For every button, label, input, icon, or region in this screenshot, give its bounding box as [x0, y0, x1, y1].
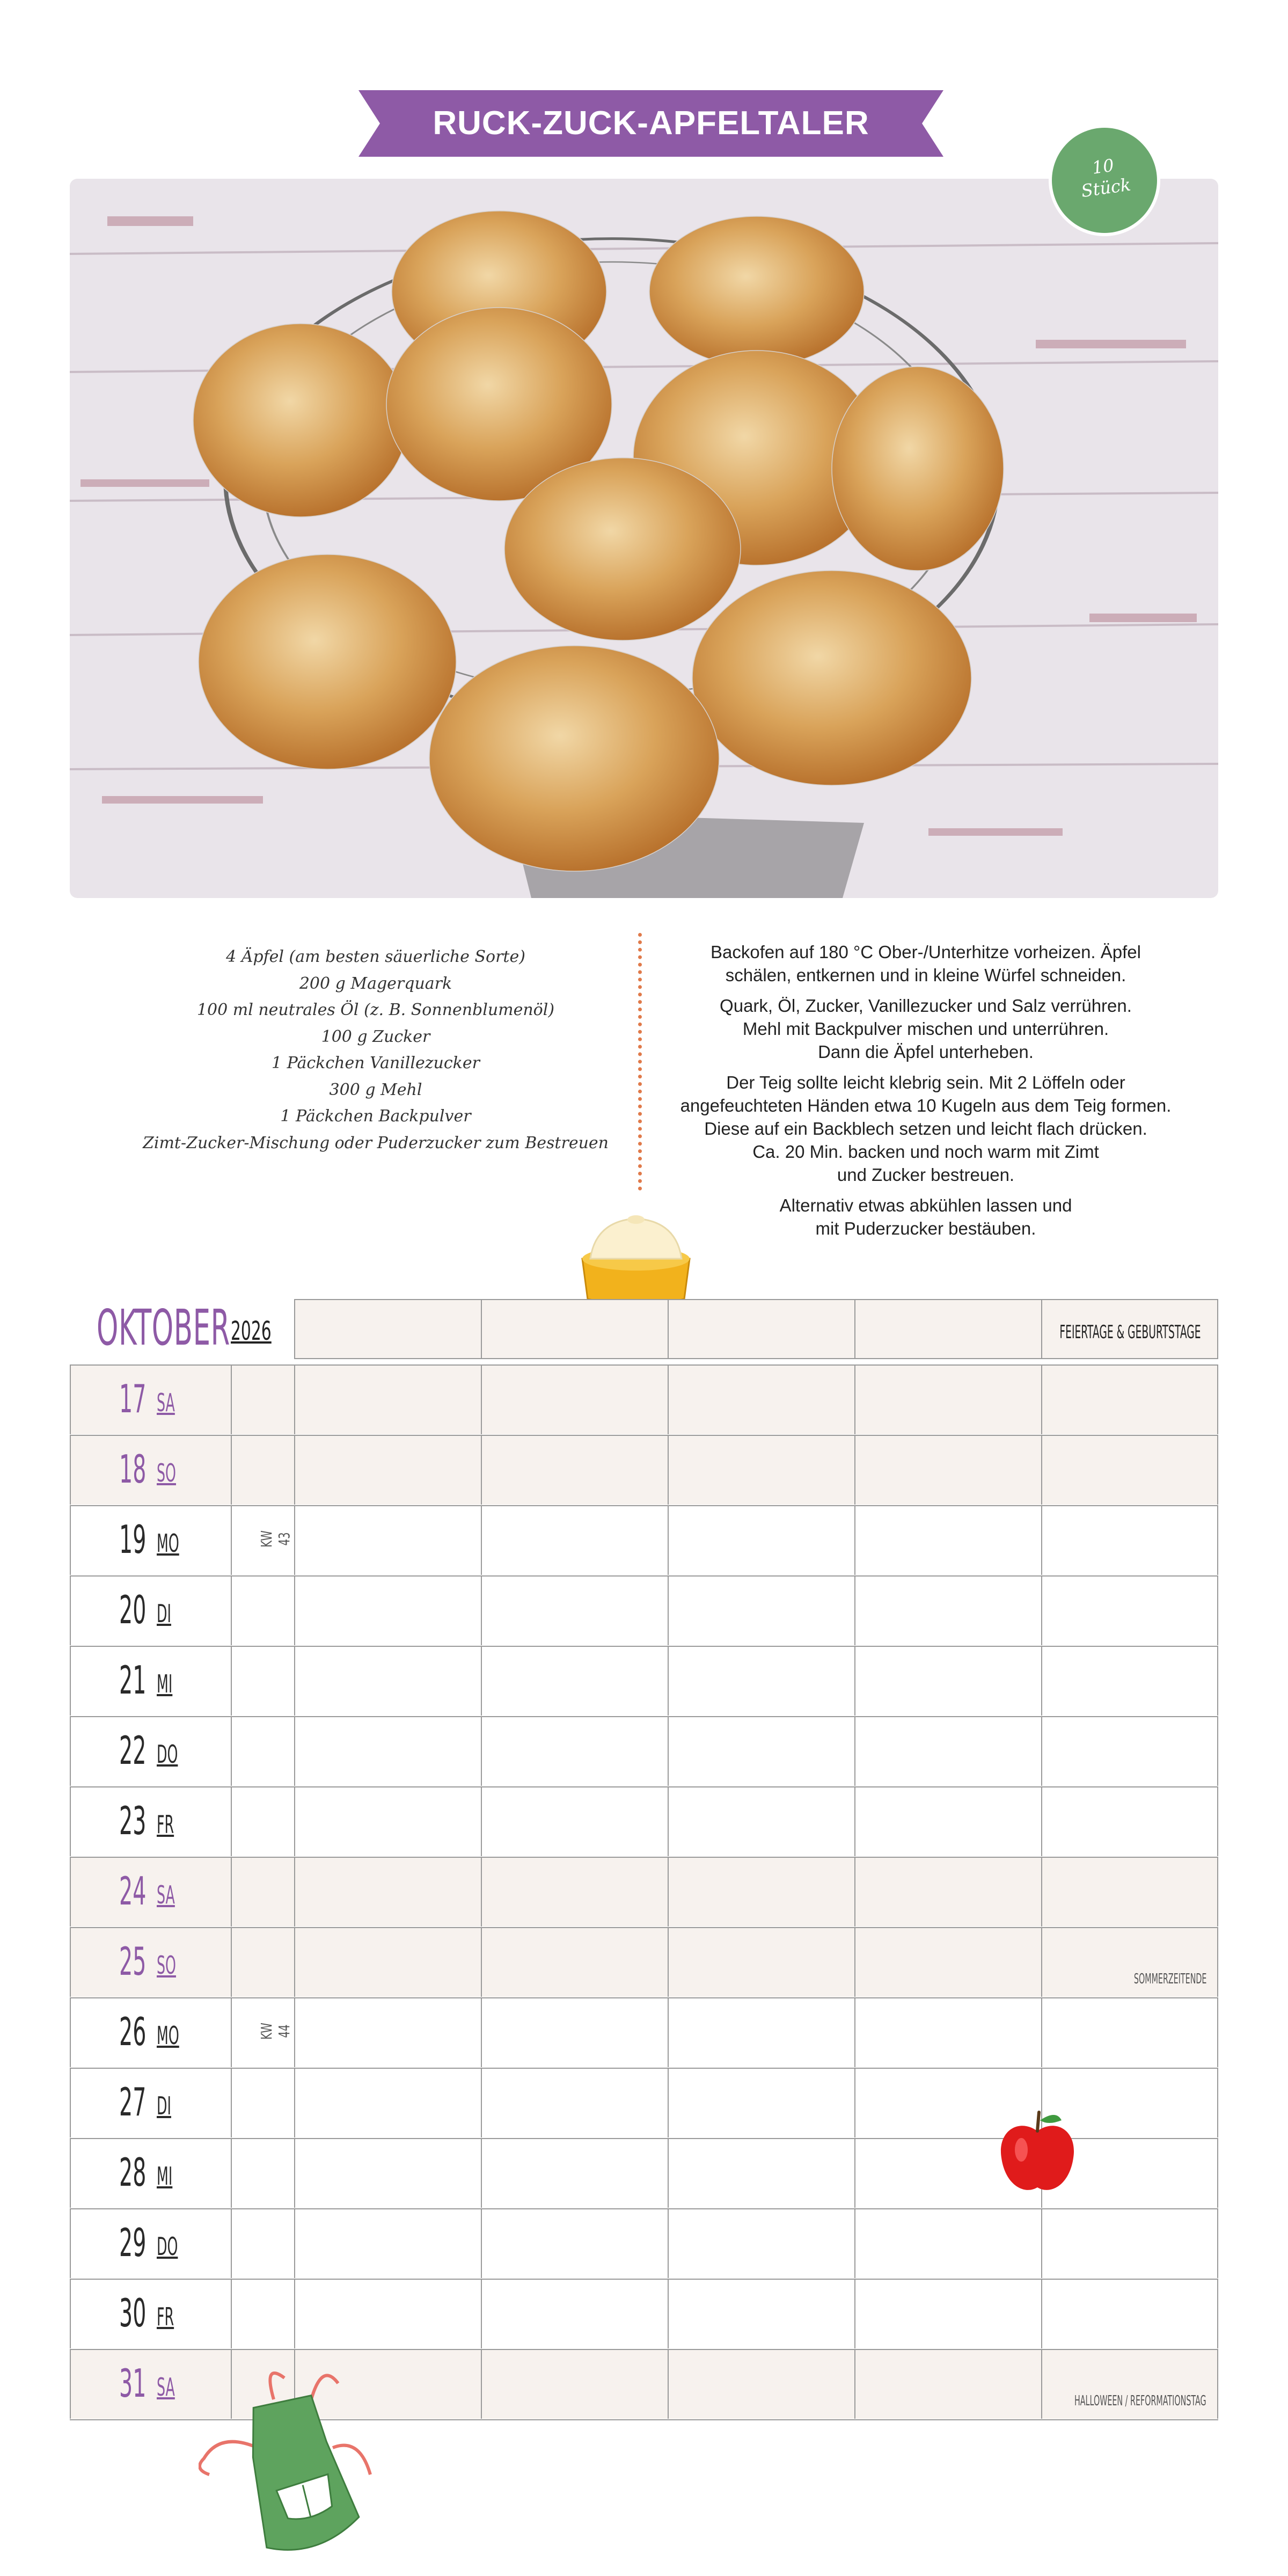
- grid-line: [70, 2349, 1218, 2350]
- step-line: Alternativ etwas abkühlen lassen und: [779, 1195, 1072, 1215]
- grid-line: [481, 2068, 482, 2137]
- grid-line: [668, 1575, 669, 1645]
- grid-line: [481, 1857, 482, 1926]
- weekday-label: DI: [157, 2091, 171, 2120]
- grid-line: [668, 2068, 669, 2137]
- grid-line: [231, 2208, 232, 2278]
- grid-line: [70, 1435, 71, 1505]
- weekday-label: SO: [157, 1951, 176, 1980]
- grid-line: [481, 1716, 482, 1786]
- grid-line: [481, 1927, 482, 1997]
- grid-line: [70, 1505, 1218, 1506]
- ingredient-item: 100 g Zucker: [321, 1027, 430, 1046]
- day-number: 26: [119, 2009, 147, 2054]
- grid-line: [854, 1646, 855, 1716]
- recipe-photo: [70, 179, 1218, 898]
- grid-line: [70, 1435, 1218, 1436]
- grid-line: [481, 1997, 482, 2067]
- weekday-label: MI: [157, 2162, 173, 2191]
- grid-line: [231, 1575, 232, 1645]
- grid-line: [854, 1435, 855, 1505]
- holidays-header: FEIERTAGE & GEBURTSTAGE: [1059, 1322, 1201, 1343]
- calendar-year: 2026: [231, 1316, 272, 1346]
- day-number: 17: [119, 1376, 147, 1421]
- grid-line: [481, 1575, 482, 1645]
- header-cell: [481, 1299, 669, 1359]
- grid-line: [481, 1364, 482, 1434]
- weekday-label: DI: [157, 1599, 171, 1628]
- day-number: 28: [119, 2150, 147, 2195]
- grid-line: [1041, 1857, 1042, 1926]
- grid-line: [70, 2068, 1218, 2069]
- day-row: [70, 1435, 1218, 1505]
- grid-line: [70, 1575, 71, 1645]
- day-number: 25: [119, 1939, 147, 1984]
- weekday-label: SA: [157, 2373, 175, 2402]
- grid-line: [1217, 2279, 1218, 2348]
- grid-line: [294, 2138, 295, 2208]
- day-number: 21: [119, 1658, 147, 1703]
- grid-line: [70, 2349, 71, 2419]
- day-row: [70, 2208, 1218, 2278]
- day-number: 29: [119, 2220, 147, 2265]
- grid-line: [1217, 1997, 1218, 2067]
- grid-line: [70, 1786, 71, 1856]
- week-number: KW 44: [258, 2023, 293, 2040]
- grid-line: [1041, 1997, 1042, 2067]
- recipe-title-banner: [358, 86, 943, 161]
- grid-line: [668, 1927, 669, 1997]
- grid-line: [668, 1786, 669, 1856]
- holidays-header-cell: [1041, 1299, 1218, 1359]
- recipe-title: RUCK-ZUCK-APFELTALER: [433, 105, 869, 142]
- grid-line: [70, 2208, 1218, 2209]
- grid-line: [1217, 2349, 1218, 2419]
- grid-line: [70, 2279, 1218, 2280]
- step-line: Quark, Öl, Zucker, Vanillezucker und Salz verrühren.: [720, 996, 1132, 1016]
- grid-line: [231, 2068, 232, 2137]
- grid-line: [70, 2208, 71, 2278]
- cake-icon: [574, 1208, 698, 1310]
- grid-line: [70, 1575, 1218, 1577]
- grid-line: [70, 1716, 1218, 1717]
- step-line: Ca. 20 Min. backen und noch warm mit Zimt: [752, 1142, 1099, 1162]
- step-line: Mehl mit Backpulver mischen und unterrühren.: [742, 1019, 1109, 1039]
- grid-line: [294, 1786, 295, 1856]
- grid-line: [1217, 1435, 1218, 1505]
- grid-line: [854, 1857, 855, 1926]
- grid-line: [294, 1927, 295, 1997]
- ingredient-item: 1 Päckchen Vanillezucker: [272, 1054, 480, 1072]
- grid-line: [668, 1646, 669, 1716]
- week-number: KW 43: [258, 1530, 293, 1548]
- grid-line: [1217, 1716, 1218, 1786]
- grid-line: [668, 1716, 669, 1786]
- weekday-label: SA: [157, 1388, 175, 1417]
- step-line: Der Teig sollte leicht klebrig sein. Mit 2 Löffeln oder: [726, 1072, 1125, 1092]
- grid-line: [1041, 1716, 1042, 1786]
- grid-line: [1041, 2279, 1042, 2348]
- grid-line: [1217, 1575, 1218, 1645]
- step-paragraph: [633, 1071, 1218, 1186]
- grid-line: [481, 1786, 482, 1856]
- grid-line: [294, 1364, 295, 1434]
- day-number: 23: [119, 1798, 147, 1843]
- step-line: Dann die Äpfel unterheben.: [818, 1042, 1034, 1062]
- grid-line: [1217, 2208, 1218, 2278]
- weekday-label: MO: [157, 1529, 179, 1558]
- day-row: [70, 1857, 1218, 1926]
- grid-line: [70, 1646, 1218, 1647]
- grid-line: [668, 1435, 669, 1505]
- grid-line: [1217, 2138, 1218, 2208]
- grid-line: [294, 1646, 295, 1716]
- grid-line: [231, 2138, 232, 2208]
- grid-line: [1217, 1857, 1218, 1926]
- grid-line: [294, 2279, 295, 2348]
- grid-line: [1217, 2068, 1218, 2137]
- grid-line: [854, 2279, 855, 2348]
- day-row: [70, 1786, 1218, 1856]
- grid-line: [1217, 1505, 1218, 1575]
- grid-line: [854, 1927, 855, 1997]
- grid-line: [668, 2349, 669, 2419]
- ingredient-item: 200 g Magerquark: [299, 974, 452, 993]
- grid-line: [70, 1505, 71, 1575]
- grid-line: [70, 2068, 71, 2137]
- grid-line: [294, 2068, 295, 2137]
- weekday-label: DO: [157, 2232, 178, 2261]
- calendar-grid: [70, 1299, 1218, 2421]
- grid-line: [70, 1364, 71, 1434]
- grid-line: [481, 1646, 482, 1716]
- day-row: [70, 1575, 1218, 1645]
- step-paragraph: [633, 1194, 1218, 1240]
- day-row: [70, 1646, 1218, 1716]
- grid-line: [854, 1786, 855, 1856]
- grid-line: [231, 1857, 232, 1926]
- ingredient-item: Zimt-Zucker-Mischung oder Puderzucker zum Bestreuen: [143, 1133, 609, 1152]
- grid-line: [1217, 1646, 1218, 1716]
- grid-line: [70, 1997, 71, 2067]
- grid-line: [1041, 1575, 1042, 1645]
- holiday-note: SOMMERZEITENDE: [1133, 1971, 1206, 1987]
- grid-line: [70, 1927, 1218, 1928]
- apple-cakes-image: [70, 179, 1218, 898]
- step-line: Diese auf ein Backblech setzen und leicht flach drücken.: [704, 1119, 1147, 1139]
- calendar-month: OKTOBER: [97, 1299, 230, 1356]
- ingredient-item: 100 ml neutrales Öl (z. B. Sonnenblumenöl): [196, 1001, 555, 1019]
- grid-line: [70, 1364, 1218, 1366]
- step-line: und Zucker bestreuen.: [837, 1165, 1015, 1185]
- weekday-label: MO: [157, 2021, 179, 2050]
- grid-line: [231, 1997, 232, 2067]
- weekday-label: SA: [157, 1880, 175, 1909]
- day-row: [70, 2279, 1218, 2348]
- day-row: [70, 1716, 1218, 1786]
- day-number: 31: [119, 2361, 147, 2406]
- grid-line: [1041, 1646, 1042, 1716]
- ingredients-list: [107, 944, 644, 1156]
- grid-line: [294, 1997, 295, 2067]
- grid-line: [231, 1435, 232, 1505]
- holiday-note: HALLOWEEN / REFORMATIONSTAG: [1074, 2393, 1206, 2409]
- day-number: 19: [119, 1517, 147, 1562]
- ingredient-item: 4 Äpfel (am besten säuerliche Sorte): [226, 947, 525, 966]
- ingredient-item: 1 Päckchen Backpulver: [280, 1107, 471, 1126]
- grid-line: [70, 1716, 71, 1786]
- grid-line: [481, 2138, 482, 2208]
- weekday-label: SO: [157, 1458, 176, 1487]
- grid-line: [70, 1786, 1218, 1787]
- apple-icon: [997, 2107, 1078, 2198]
- grid-line: [481, 2208, 482, 2278]
- grid-line: [1041, 2208, 1042, 2278]
- header-cell: [854, 1299, 1042, 1359]
- grid-line: [668, 1857, 669, 1926]
- day-number: 27: [119, 2079, 147, 2125]
- grid-line: [854, 2349, 855, 2419]
- day-number: 24: [119, 1869, 147, 1914]
- grid-line: [854, 1505, 855, 1575]
- step-line: schälen, entkernen und in kleine Würfel schneiden.: [725, 965, 1126, 985]
- grid-line: [231, 1646, 232, 1716]
- grid-line: [1041, 1364, 1042, 1434]
- day-number: 18: [119, 1447, 147, 1492]
- grid-line: [70, 1997, 1218, 1998]
- grid-line: [1217, 1927, 1218, 1997]
- weekday-label: DO: [157, 1740, 178, 1769]
- grid-line: [1217, 1786, 1218, 1856]
- grid-line: [854, 1575, 855, 1645]
- day-number: 20: [119, 1587, 147, 1632]
- grid-line: [294, 1435, 295, 1505]
- recipe-steps: [633, 940, 1218, 1247]
- step-paragraph: [633, 940, 1218, 987]
- grid-line: [481, 1435, 482, 1505]
- day-number: 22: [119, 1728, 147, 1773]
- grid-line: [70, 1857, 1218, 1858]
- grid-line: [668, 2279, 669, 2348]
- grid-line: [854, 2068, 855, 2137]
- grid-line: [668, 1997, 669, 2067]
- grid-line: [854, 1716, 855, 1786]
- grid-line: [231, 1716, 232, 1786]
- grid-line: [1041, 1786, 1042, 1856]
- grid-line: [70, 2279, 71, 2348]
- grid-line: [854, 1364, 855, 1434]
- yield-unit: Stück: [1080, 174, 1132, 202]
- yield-badge: [1052, 128, 1157, 233]
- grid-line: [70, 2138, 71, 2208]
- grid-line: [231, 1786, 232, 1856]
- day-row: [70, 1927, 1218, 1997]
- grid-line: [481, 2349, 482, 2419]
- grid-line: [481, 1505, 482, 1575]
- ingredient-item: 300 g Mehl: [329, 1080, 422, 1099]
- grid-line: [668, 2208, 669, 2278]
- grid-line: [231, 1364, 232, 1434]
- grid-line: [668, 2138, 669, 2208]
- day-row: [70, 1364, 1218, 1434]
- grid-line: [1217, 1364, 1218, 1434]
- yield-count: 10: [1091, 155, 1116, 178]
- step-line: angefeuchteten Händen etwa 10 Kugeln aus dem Teig formen.: [680, 1096, 1172, 1115]
- weekday-label: FR: [157, 2302, 174, 2331]
- grid-line: [70, 1646, 71, 1716]
- step-paragraph: [633, 994, 1218, 1063]
- grid-line: [1041, 1505, 1042, 1575]
- day-row: [70, 1505, 1218, 1575]
- step-line: mit Puderzucker bestäuben.: [815, 1218, 1036, 1238]
- grid-line: [294, 1505, 295, 1575]
- grid-line: [294, 1716, 295, 1786]
- day-row: [70, 1997, 1218, 2067]
- grid-line: [294, 1575, 295, 1645]
- grid-line: [294, 2208, 295, 2278]
- grid-line: [231, 2279, 232, 2348]
- grid-line: [481, 2279, 482, 2348]
- grid-line: [1041, 2349, 1042, 2419]
- grid-line: [70, 1927, 71, 1997]
- day-number: 30: [119, 2290, 147, 2336]
- grid-line: [854, 2208, 855, 2278]
- grid-line: [668, 1364, 669, 1434]
- grid-line: [854, 2138, 855, 2208]
- apron-icon: [199, 2367, 376, 2571]
- grid-line: [231, 1505, 232, 1575]
- weekday-label: FR: [157, 1810, 174, 1839]
- header-cell: [294, 1299, 482, 1359]
- grid-line: [1041, 1435, 1042, 1505]
- grid-line: [294, 1857, 295, 1926]
- header-cell: [668, 1299, 855, 1359]
- weekday-label: MI: [157, 1669, 173, 1698]
- step-line: Backofen auf 180 °C Ober-/Unterhitze vorheizen. Äpfel: [711, 942, 1141, 962]
- grid-line: [854, 1997, 855, 2067]
- grid-line: [231, 1927, 232, 1997]
- grid-line: [1041, 1927, 1042, 1997]
- grid-line: [668, 1505, 669, 1575]
- grid-line: [70, 1857, 71, 1926]
